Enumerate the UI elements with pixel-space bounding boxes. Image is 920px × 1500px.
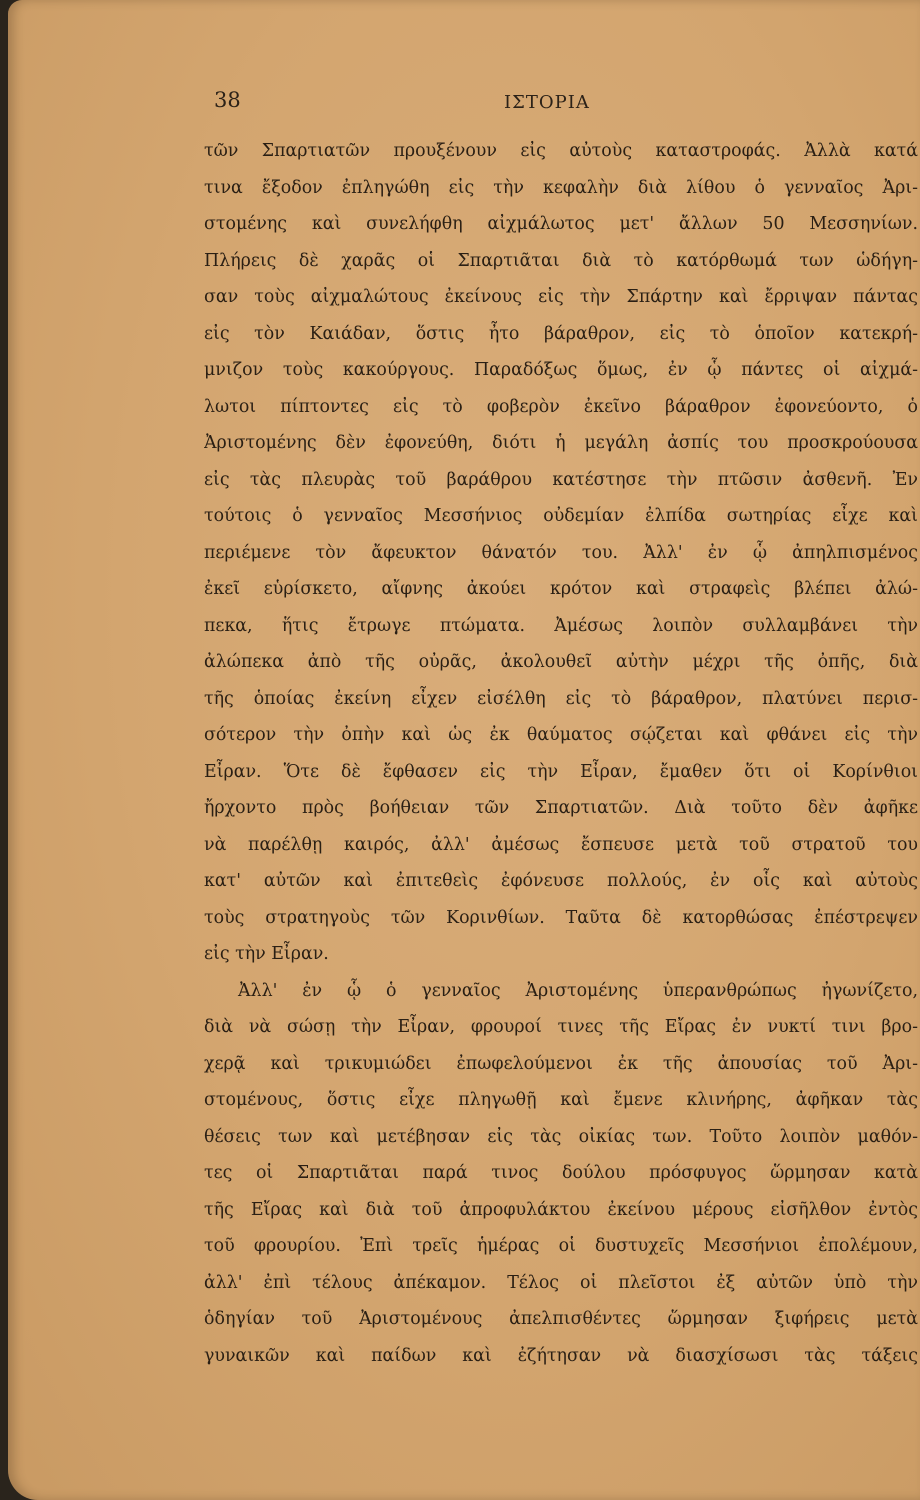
text-line: τούτοις ὁ γενναῖος Μεσσήνιος οὐδεμίαν ἐλπίδα σωτηρίας εἶχε καὶ xyxy=(204,506,918,526)
text-line: στομένης καὶ συνελήφθη αἰχμάλωτος μετ' ἄλλων 50 Μεσσηνίων. xyxy=(204,214,918,234)
body-text xyxy=(204,133,918,1374)
text-line: ἤρχοντο πρὸς βοήθειαν τῶν Σπαρτιατῶν. Διὰ τοῦτο δὲν ἀφῆκε xyxy=(204,798,918,818)
text-line: θέσεις των καὶ μετέβησαν εἰς τὰς οἰκίας των. Τοῦτο λοιπὸν μαθόν- xyxy=(204,1126,918,1147)
text-line: Εἶραν. Ὅτε δὲ ἔφθασεν εἰς τὴν Εἶραν, ἔμαθεν ὅτι οἱ Κορίνθιοι xyxy=(204,761,918,782)
text-line: τες οἱ Σπαρτιᾶται παρά τινος δούλου πρόσφυγος ὥρμησαν κατὰ xyxy=(204,1163,918,1183)
text-line: τινα ἔξοδον ἐπληγώθη εἰς τὴν κεφαλὴν διὰ λίθου ὁ γενναῖος Ἀρι- xyxy=(204,177,918,198)
text-line: τῆς Εἴρας καὶ διὰ τοῦ ἀπροφυλάκτου ἐκείνου μέρους εἰσῆλθον ἐντὸς xyxy=(204,1199,918,1220)
running-title: ΙΣΤΟΡΙΑ xyxy=(504,92,590,113)
text-line: τῶν Σπαρτιατῶν προυξένουν εἰς αὐτοὺς καταστροφάς. Ἀλλὰ κατά xyxy=(204,141,918,161)
text-line: πεκα, ἥτις ἔτρωγε πτώματα. Ἀμέσως λοιπὸν συλλαμβάνει τὴν xyxy=(204,615,918,636)
page-number: 38 xyxy=(214,88,241,112)
text-line: τῆς ὁποίας ἐκείνη εἶχεν εἰσέλθη εἰς τὸ βάραθρον, πλατύνει περισ- xyxy=(204,688,918,709)
page-header xyxy=(204,88,920,118)
text-line: νὰ παρέλθῃ καιρός, ἀλλ' ἀμέσως ἔσπευσε μετὰ τοῦ στρατοῦ του xyxy=(204,834,918,855)
text-line: τοὺς στρατηγοὺς τῶν Κορινθίων. Ταῦτα δὲ κατορθώσας ἐπέστρεψεν xyxy=(204,907,918,928)
text-line: περιέμενε τὸν ἄφευκτον θάνατόν του. Ἀλλ' ἐν ᾧ ἀπηλπισμένος xyxy=(204,542,918,563)
text-line: χερᾷ καὶ τρικυμιώδει ἐπωφελούμενοι ἐκ τῆς ἀπουσίας τοῦ Ἀρι- xyxy=(204,1053,918,1074)
text-line: εἰς τὸν Καιάδαν, ὅστις ἦτο βάραθρον, εἰς τὸ ὁποῖον κατεκρή- xyxy=(204,323,918,344)
text-line: σότερον τὴν ὀπὴν καὶ ὡς ἐκ θαύματος σῴζεται καὶ φθάνει εἰς τὴν xyxy=(204,725,918,745)
text-line: Πλήρεις δὲ χαρᾶς οἱ Σπαρτιᾶται διὰ τὸ κατόρθωμά των ὡδήγη- xyxy=(204,250,918,271)
text-line: ἀλλ' ἐπὶ τέλους ἀπέκαμον. Τέλος οἱ πλεῖστοι ἐξ αὐτῶν ὑπὸ τὴν xyxy=(204,1272,918,1293)
text-line: εἰς τὴν Εἶραν. xyxy=(204,944,329,964)
text-line: Ἀριστομένης δὲν ἐφονεύθη, διότι ἡ μεγάλη ἀσπίς του προσκρούουσα xyxy=(204,433,918,453)
text-line: μνιζον τοὺς κακούργους. Παραδόξως ὅμως, ἐν ᾧ πάντες οἱ αἰχμά- xyxy=(204,360,918,380)
text-line: σαν τοὺς αἰχμαλώτους ἐκείνους εἰς τὴν Σπάρτην καὶ ἔρριψαν πάντας xyxy=(204,287,918,307)
text-line: τοῦ φρουρίου. Ἐπὶ τρεῖς ἡμέρας οἱ δυστυχεῖς Μεσσήνιοι ἐπολέμουν, xyxy=(204,1236,918,1256)
text-line: γυναικῶν καὶ παίδων καὶ ἐζήτησαν νὰ διασχίσωσι τὰς τάξεις xyxy=(204,1345,918,1366)
text-line: κατ' αὐτῶν καὶ ἐπιτεθεὶς ἐφόνευσε πολλούς, ἐν οἷς καὶ αὐτοὺς xyxy=(204,871,918,891)
text-line: στομένους, ὅστις εἶχε πληγωθῇ καὶ ἔμενε κλινήρης, ἀφῆκαν τὰς xyxy=(204,1090,918,1110)
text-line: εἰς τὰς πλευρὰς τοῦ βαράθρου κατέστησε τὴν πτῶσιν ἀσθενῆ. Ἐν xyxy=(204,469,918,490)
text-line: διὰ νὰ σώσῃ τὴν Εἶραν, φρουροί τινες τῆς Εἴρας ἐν νυκτί τινι βρο- xyxy=(204,1017,918,1037)
text-line: Ἀλλ' ἐν ᾧ ὁ γενναῖος Ἀριστομένης ὑπερανθρώπως ἠγωνίζετο, xyxy=(238,980,918,1001)
text-line: ὁδηγίαν τοῦ Ἀριστομένους ἀπελπισθέντες ὥρμησαν ξιφήρεις μετὰ xyxy=(204,1309,918,1329)
text-line: ἀλώπεκα ἀπὸ τῆς οὐρᾶς, ἀκολουθεῖ αὐτὴν μέχρι τῆς ὀπῆς, διὰ xyxy=(204,652,918,672)
text-line: λωτοι πίπτοντες εἰς τὸ φοβερὸν ἐκεῖνο βάραθρον ἐφονεύοντο, ὁ xyxy=(204,396,918,417)
text-line: ἐκεῖ εὑρίσκετο, αἴφνης ἀκούει κρότον καὶ στραφεὶς βλέπει ἀλώ- xyxy=(204,579,918,599)
book-page xyxy=(8,0,920,1500)
